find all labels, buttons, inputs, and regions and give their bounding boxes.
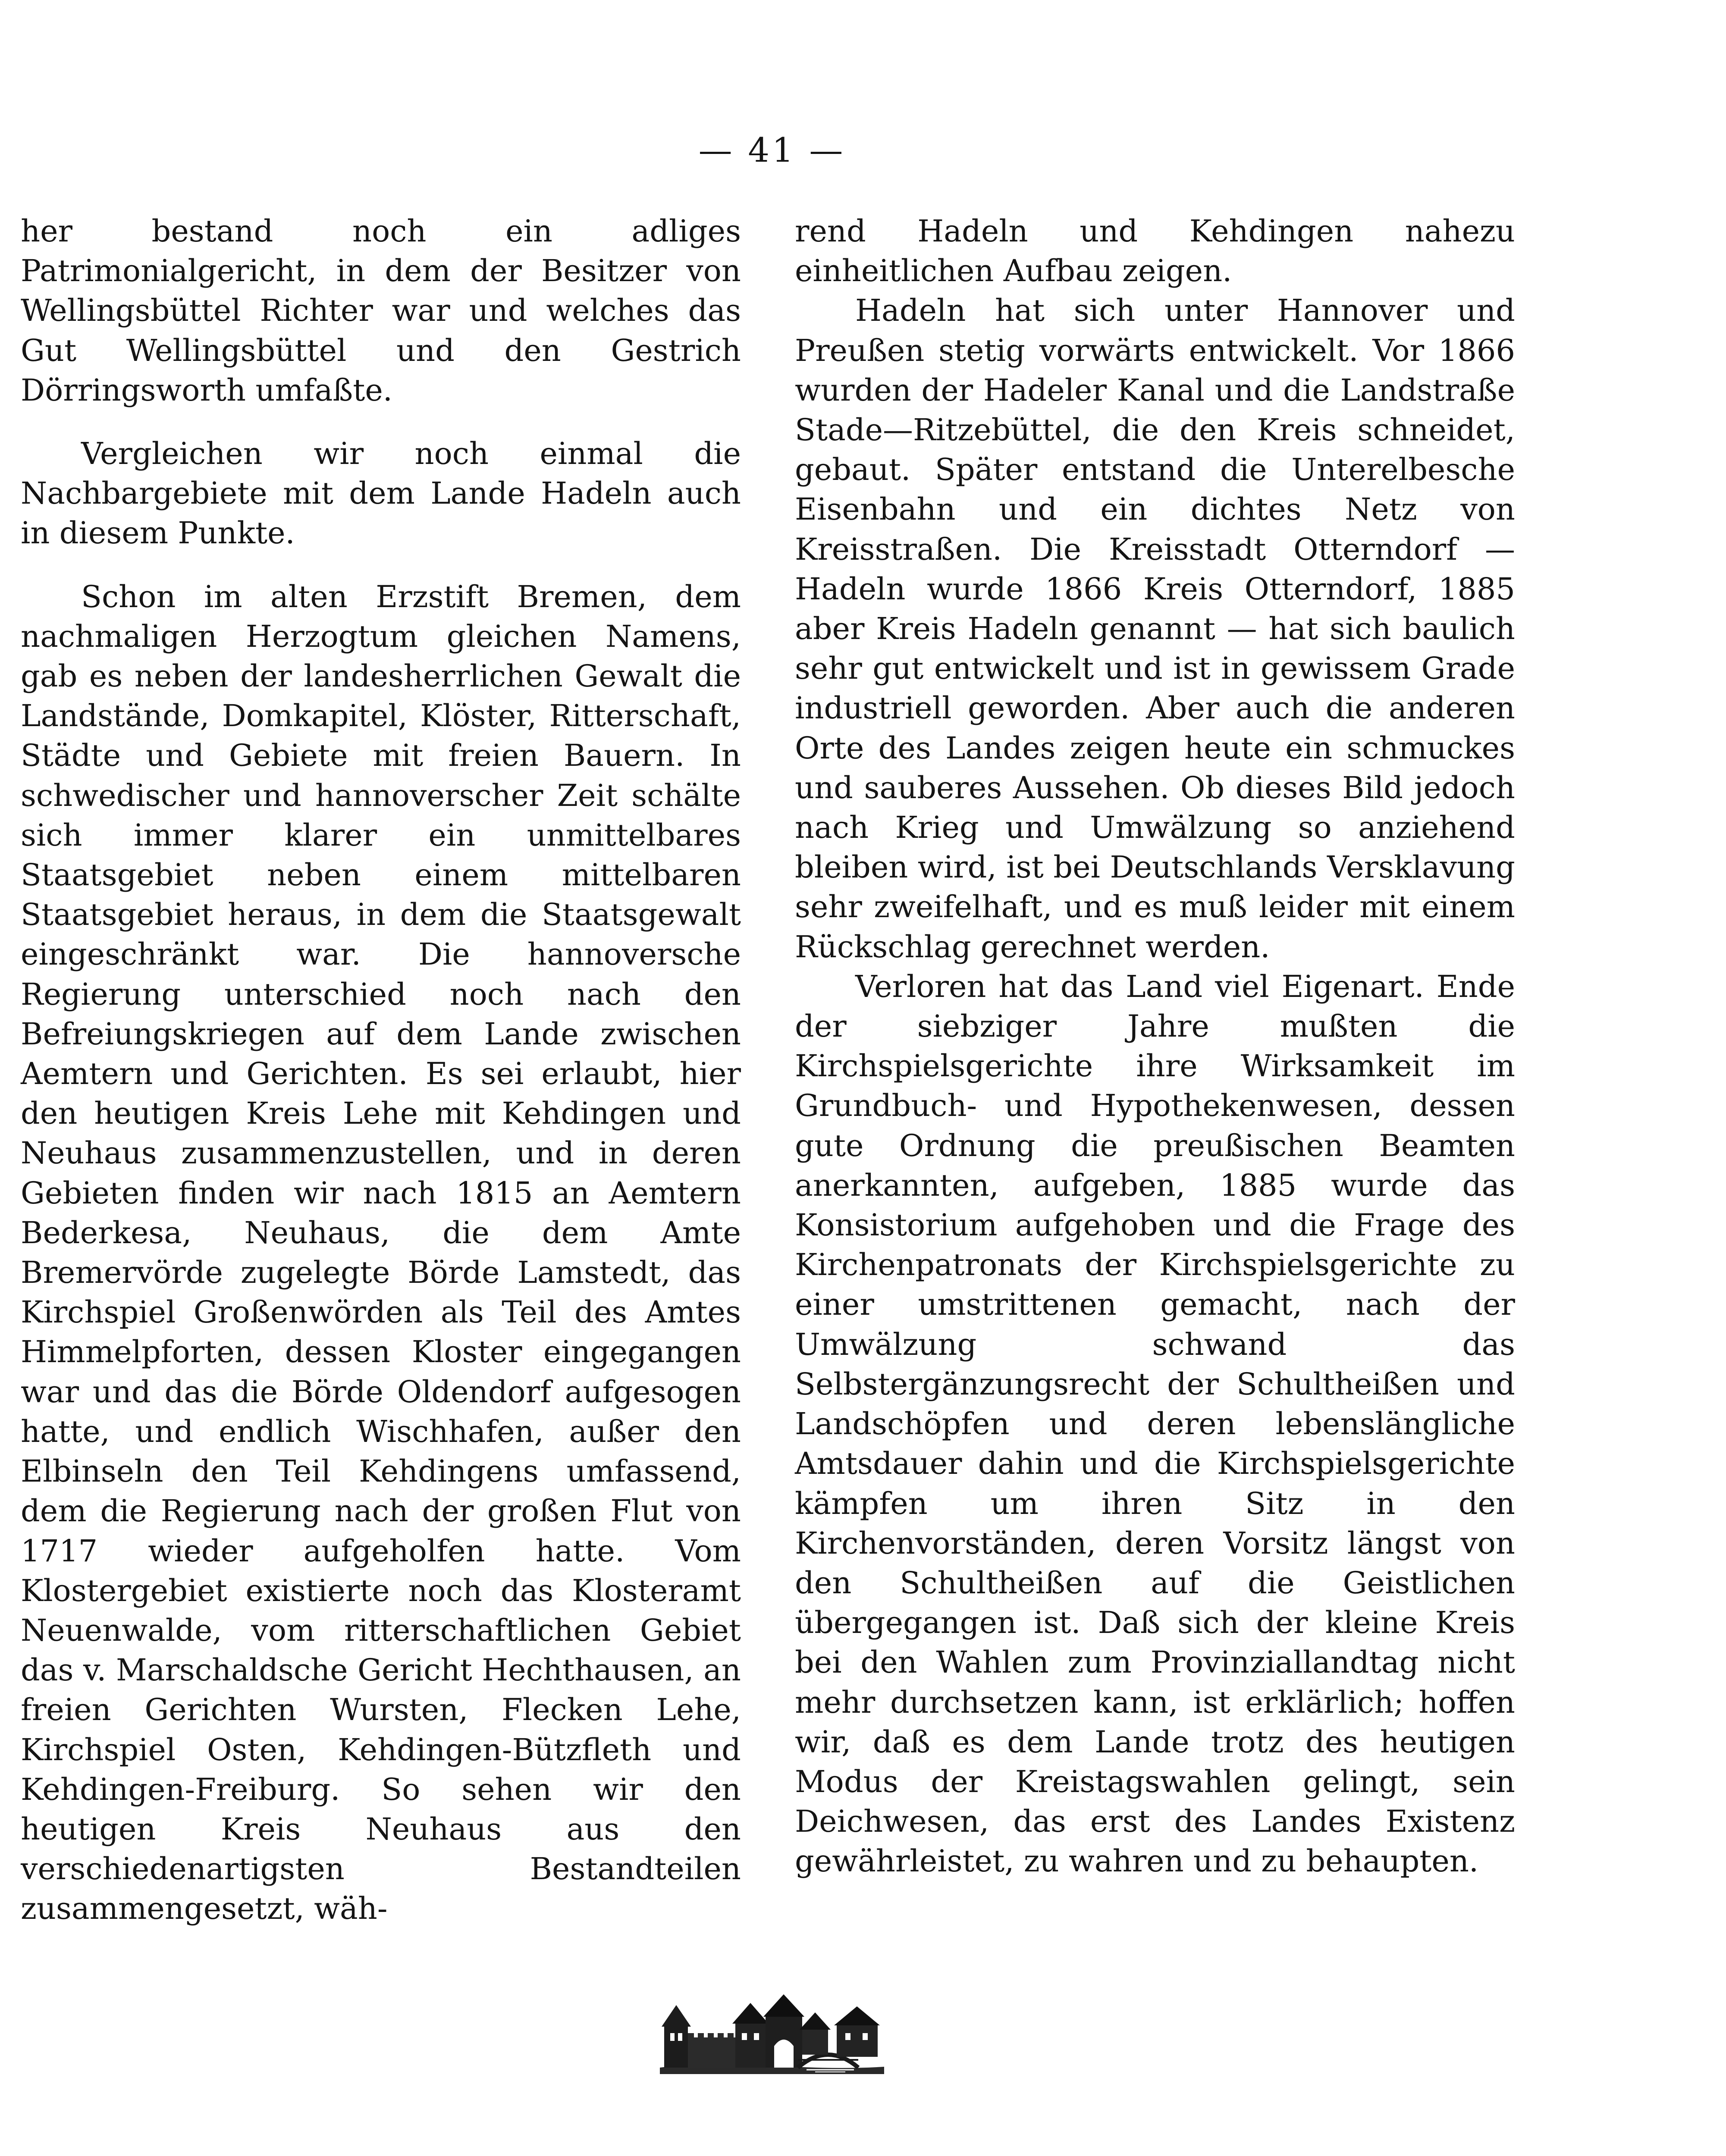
town-vignette-illustration xyxy=(656,1986,888,2076)
paragraph: Hadeln hat sich unter Hannover und Preußen stetig vorwärts entwickelt. Vor 1866 wurden der Hadeler Kanal und die Landstraße Stade—Ritzebüttel, die den Kreis schneidet, gebaut. Später entstand die Unterelbesche Eisenbahn und ein dichtes Netz von Kreisstraßen. Die Kreisstadt Otterndorf — Hadeln wurde 1866 Kreis Otterndorf, 1885 aber Kreis Hadeln genannt — hat sich baulich sehr gut entwickelt und ist in gewissem Grade industriell geworden. Aber auch die anderen Orte des Landes zeigen heute ein schmuckes und sauberes Aussehen. Ob dieses Bild jedoch nach Krieg und Umwälzung so anziehend bleiben wird, ist bei Deutschlands Versklavung sehr zweifelhaft, und es muß leider mit einem Rückschlag gerechnet werden. xyxy=(795,293,1515,965)
right-column xyxy=(795,211,1515,1881)
paragraph: Vergleichen wir noch einmal die Nachbargebiete mit dem Lande Hadeln auch in diesem Punkte. xyxy=(21,436,741,551)
left-column xyxy=(21,211,741,1929)
paragraph: Verloren hat das Land viel Eigenart. Ende der siebziger Jahre mußten die Kirchspielsgerichte ihre Wirksamkeit im Grundbuch- und Hypothekenwesen, dessen gute Ordnung die preußischen Beamten anerkannten, aufgeben, 1885 wurde das Konsistorium aufgehoben und die Frage des Kirchenpatronats der Kirchspielsgerichte zu einer umstrittenen gemacht, nach der Umwälzung schwand das Selbstergänzungsrecht der Schultheißen und Landschöpfen und deren lebenslängliche Amtsdauer dahin und die Kirchspielsgerichte kämpfen um ihren Sitz in den Kirchenvorständen, deren Vorsitz längst von den Schultheißen auf die Geistlichen übergegangen ist. Daß sich der kleine Kreis bei den Wahlen zum Provinziallandtag nicht mehr durchsetzen kann, ist erklärlich; hoffen wir, daß es dem Lande trotz des heutigen Modus der Kreistagswahlen gelingt, sein Deichwesen, das erst des Landes Existenz gewährleistet, zu wahren und zu behaupten. xyxy=(795,968,1515,1879)
page-number: — 41 — xyxy=(698,131,846,170)
paragraph: Schon im alten Erzstift Bremen, dem nachmaligen Herzogtum gleichen Namens, gab es neben der landesherrlichen Gewalt die Landstände, Domkapitel, Klöster, Ritterschaft, Städte und Gebiete mit freien Bauern. In schwedischer und hannoverscher Zeit schälte sich immer klarer ein unmittelbares Staatsgebiet neben einem mittelbaren Staatsgebiet heraus, in dem die Staatsgewalt eingeschränkt war. Die hannoversche Regierung unterschied noch nach den Befreiungskriegen auf dem Lande zwischen Aemtern und Gerichten. Es sei erlaubt, hier den heutigen Kreis Lehe mit Kehdingen und Neuhaus zusammenzustellen, und in deren Gebieten finden wir nach 1815 an Aemtern Bederkesa, Neuhaus, die dem Amte Bremervörde zugelegte Börde Lamstedt, das Kirchspiel Großenwörden als Teil des Amtes Himmelpforten, dessen Kloster eingegangen war und das die Börde Oldendorf aufgesogen hatte, und endlich Wischhafen, außer den Elbinseln den Teil Kehdingens umfassend, dem die Regierung nach der großen Flut von 1717 wieder aufgeholfen hatte. Vom Klostergebiet existierte noch das Klosteramt Neuenwalde, vom ritterschaftlichen Gebiet das v. Marschaldsche Gericht Hechthausen, an freien Gerichten Wursten, Flecken Lehe, Kirchspiel Osten, Kehdingen-Bützfleth und Kehdingen-Freiburg. So sehen wir den heutigen Kreis Neuhaus aus den verschiedenartigsten Bestandteilen zusammengesetzt, wäh- xyxy=(21,579,741,1927)
paragraph: her bestand noch ein adliges Patrimonialgericht, in dem der Besitzer von Wellingsbüttel Richter war und welches das Gut Wellingsbüttel und den Gestrich Dörringsworth umfaßte. xyxy=(21,213,741,408)
paragraph: rend Hadeln und Kehdingen nahezu einheitlichen Aufbau zeigen. xyxy=(795,213,1515,289)
